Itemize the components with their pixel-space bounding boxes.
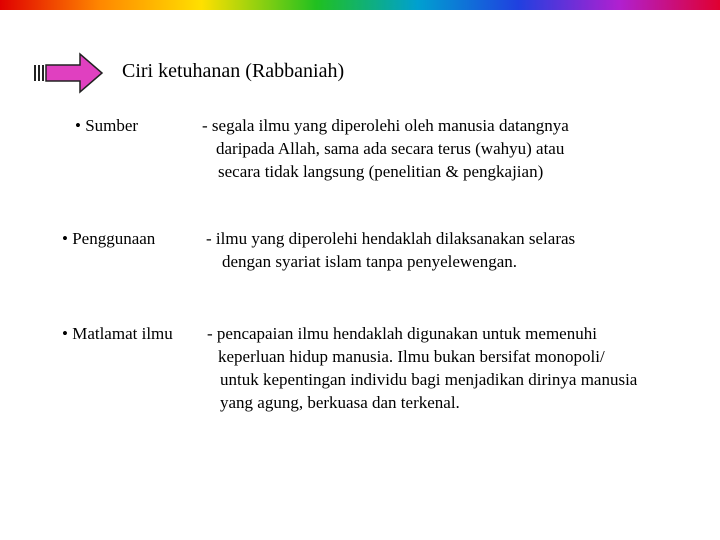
description-line: dengan syariat islam tanpa penyelewengan. <box>222 252 518 271</box>
description-line: untuk kepentingan individu bagi menjadikan dirinya manusia <box>220 370 638 389</box>
description-penggunaan <box>206 227 575 273</box>
description-matlamat-ilmu <box>207 322 637 414</box>
bullet-label-sumber: • Sumber <box>75 116 139 135</box>
description-line: yang agung, berkuasa dan terkenal. <box>220 393 460 412</box>
description-line: secara tidak langsung (penelitian & pengkajian) <box>218 162 544 181</box>
description-line: keperluan hidup manusia. Ilmu bukan bersifat monopoli/ <box>218 347 605 366</box>
description-line: - pencapaian ilmu hendaklah digunakan untuk memenuhi <box>207 324 597 343</box>
description-sumber <box>202 114 569 183</box>
description-line: daripada Allah, sama ada secara terus (wahyu) atau <box>216 139 565 158</box>
rainbow-top-bar <box>0 0 720 10</box>
description-line: - ilmu yang diperolehi hendaklah dilaksanakan selaras <box>206 229 576 248</box>
slide-title: Ciri ketuhanan (Rabbaniah) <box>122 60 345 82</box>
bullet-label-matlamat-ilmu: • Matlamat ilmu <box>62 324 173 343</box>
bullet-label-penggunaan: • Penggunaan <box>62 229 156 248</box>
arrow-right-icon <box>34 52 104 94</box>
description-line: - segala ilmu yang diperolehi oleh manusia datangnya <box>202 116 569 135</box>
